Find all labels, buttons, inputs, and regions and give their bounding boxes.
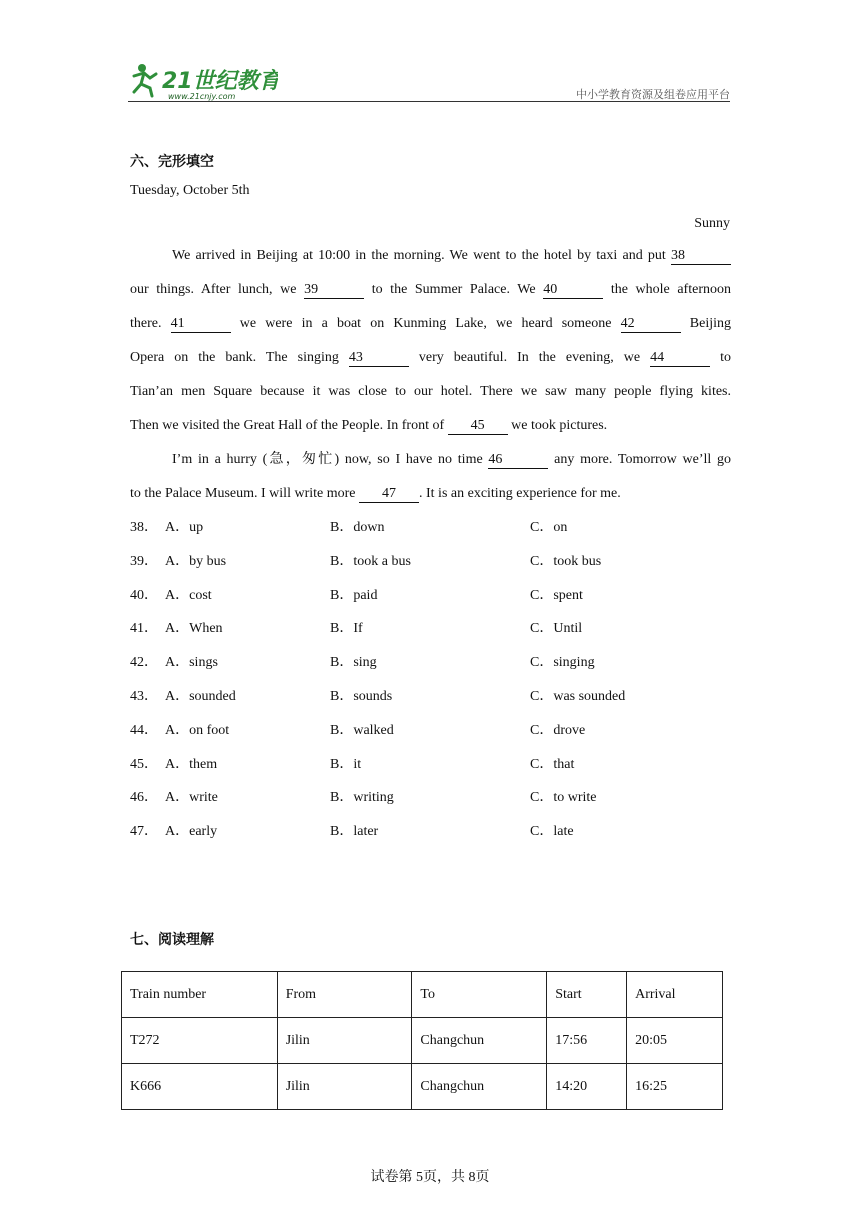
answer-blank: 41 [171,316,231,333]
passage-line [130,314,731,334]
passage-text: Then we visited the Great Hall of the People. In front of [130,418,448,433]
question-number: 42． [130,655,158,670]
table-cell: 16:25 [627,1064,723,1110]
option-c: C．spent [530,588,583,603]
table-cell: 14:20 [547,1064,627,1110]
passage-text: any more. Tomorrow we’ll go [548,452,732,467]
question-number: 46． [130,790,158,805]
option-c: C．singing [530,655,595,670]
passage-text: we were in a boat on Kunming Lake, we heard someone [230,316,621,331]
passage-line [130,382,731,402]
header-platform-name: 中小学教育资源及组卷应用平台 [576,88,730,101]
table-row [122,1064,723,1110]
question-number: 43． [130,689,158,704]
header-rule [128,101,730,102]
logo-text: 21世纪教育 [162,69,278,94]
option-c: C．on [530,520,568,535]
option-c: C．drove [530,723,586,738]
option-a: A．cost [165,588,212,603]
option-b: B．later [330,824,379,839]
answer-blank: 40 [543,282,603,299]
passage-text: to [710,350,732,365]
passage-line [130,348,731,368]
passage-text: We arrived in Beijing at 10:00 in the morning. We went to the hotel by taxi and put [172,248,671,263]
option-a: A．When [165,621,223,636]
option-b: B．paid [330,588,378,603]
option-b: B．down [330,520,385,535]
table-header-cell: To [412,972,547,1018]
option-c: C．took bus [530,554,602,569]
passage-text: we took pictures. [507,418,608,433]
answer-blank: 46 [488,452,548,469]
table-header-cell: Train number [122,972,278,1018]
option-b: B．it [330,757,362,772]
table-header-cell: Start [547,972,627,1018]
table-cell: Changchun [412,1018,547,1064]
table-cell: Jilin [277,1064,412,1110]
diary-date: Tuesday, October 5th [130,183,250,198]
option-a: A．them [165,757,218,772]
option-a: A．early [165,824,218,839]
passage-line [130,280,731,300]
option-c: C．was sounded [530,689,626,704]
passage-text: very beautiful. In the evening, we [408,350,651,365]
option-b: B．walked [330,723,394,738]
option-b: B．sounds [330,689,393,704]
passage-line [130,416,731,436]
option-a: A．by bus [165,554,227,569]
passage-line [130,484,731,504]
question-number: 47． [130,824,158,839]
option-a: A．sings [165,655,218,670]
option-a: A．up [165,520,204,535]
option-a: A．on foot [165,723,230,738]
option-b: B．took a bus [330,554,411,569]
option-b: B．writing [330,790,394,805]
table-cell: 17:56 [547,1018,627,1064]
answer-blank: 39 [304,282,364,299]
table-cell: K666 [122,1064,278,1110]
option-c: C．Until [530,621,583,636]
site-logo [128,62,278,102]
option-b: B．If [330,621,363,636]
option-a: A．sounded [165,689,236,704]
option-a: A．write [165,790,218,805]
answer-blank: 38 [671,248,731,265]
section-title-cloze: 六、完形填空 [130,154,214,170]
passage-text: Beijing [680,316,731,331]
train-timetable [121,971,723,1110]
table-row [122,1018,723,1064]
passage-text: . It is an exciting experience for me. [419,486,621,501]
table-header-cell: Arrival [627,972,723,1018]
question-number: 45． [130,757,158,772]
answer-blank: 44 [650,350,710,367]
page-footer: 试卷第 5页，共 8页 [370,1170,490,1185]
logo-url-text: www.21cnjy.com [168,92,236,101]
passage-text: the whole afternoon [603,282,731,297]
passage-text: our things. After lunch, we [130,282,305,297]
section-title-reading: 七、阅读理解 [130,932,214,948]
passage-text: Tian’an men Square because it was close to our hotel. There we saw many people flying kites. [130,384,731,399]
passage-line [172,246,731,266]
question-number: 41． [130,621,158,636]
question-number: 44． [130,723,158,738]
table-header-row [122,972,723,1018]
passage-text: to the Palace Museum. I will write more [130,486,359,501]
table-cell: T272 [122,1018,278,1064]
answer-blank: 45 [448,418,508,435]
answer-blank: 43 [349,350,409,367]
answer-blank: 42 [621,316,681,333]
question-number: 39． [130,554,158,569]
table-cell: Changchun [412,1064,547,1110]
passage-text: there. [130,316,171,331]
diary-weather: Sunny [694,216,730,231]
passage-text: Opera on the bank. The singing [130,350,349,365]
passage-text: to the Summer Palace. We [364,282,544,297]
option-b: B．sing [330,655,377,670]
passage-line [172,450,731,470]
question-number: 38． [130,520,158,535]
table-cell: Jilin [277,1018,412,1064]
passage-text: I’m in a hurry (急，匆忙) now, so I have no time [172,452,489,467]
option-c: C．that [530,757,575,772]
answer-blank: 47 [359,486,419,503]
table-cell: 20:05 [627,1018,723,1064]
option-c: C．late [530,824,574,839]
question-number: 40． [130,588,158,603]
table-header-cell: From [277,972,412,1018]
option-c: C．to write [530,790,597,805]
